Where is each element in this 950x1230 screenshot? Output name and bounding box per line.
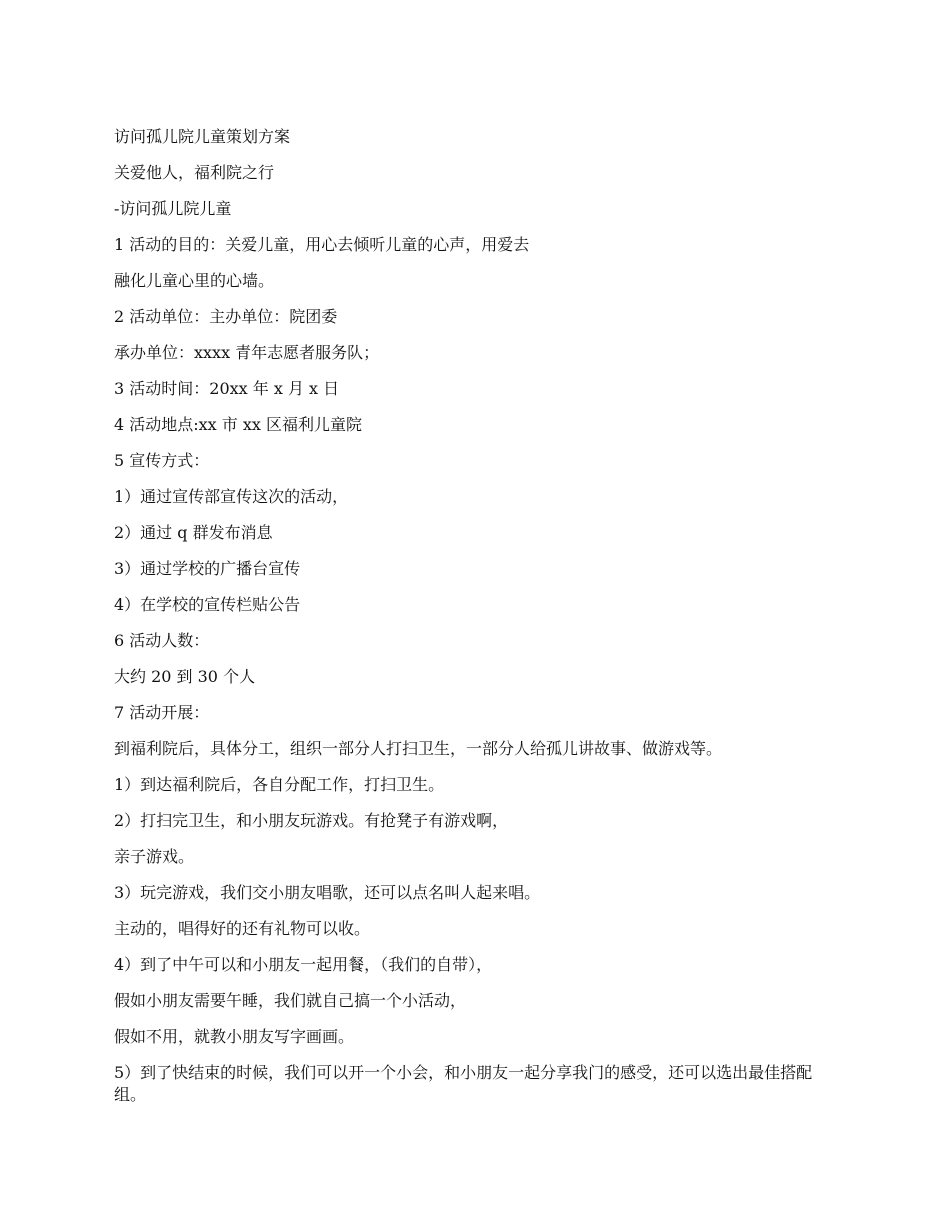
publicity-item: 2）通过 q 群发布消息 <box>114 523 273 542</box>
section-co-organizer: 承办单位：xxxx 青年志愿者服务队； <box>114 343 380 362</box>
section-purpose-continued: 融化儿童心里的心墙。 <box>114 271 275 290</box>
activities-overview: 到福利院后，具体分工，组织一部分人打扫卫生，一部分人给孤儿讲故事、做游戏等。 <box>114 739 723 758</box>
subtitle-secondary: -访问孤儿院儿童 <box>114 199 232 218</box>
subtitle: 关爱他人，福利院之行 <box>114 163 275 182</box>
section-purpose: 1 活动的目的：关爱儿童，用心去倾听儿童的心声，用爱去 <box>114 235 530 254</box>
section-publicity: 5 宣传方式： <box>114 451 210 470</box>
activity-item: 2）打扫完卫生，和小朋友玩游戏。有抢凳子有游戏啊， <box>114 811 509 830</box>
document-body <box>114 124 834 1106</box>
activity-item-continued: 假如不用，就教小朋友写字画画。 <box>114 1027 355 1046</box>
section-activities: 7 活动开展： <box>114 703 210 722</box>
activity-item: 5）到了快结束的时候，我们可以开一个小会，和小朋友一起分享我门的感受，还可以选出最佳搭配组。 <box>114 1063 813 1104</box>
activity-item-continued: 亲子游戏。 <box>114 847 195 866</box>
activity-item: 1）到达福利院后，各自分配工作，打扫卫生。 <box>114 775 445 794</box>
section-organizer: 2 活动单位：主办单位：院团委 <box>114 307 338 326</box>
activity-item-continued: 假如小朋友需要午睡，我们就自己搞一个小活动， <box>114 991 467 1010</box>
section-headcount: 6 活动人数： <box>114 631 210 650</box>
section-location: 4 活动地点:xx 市 xx 区福利儿童院 <box>114 415 363 434</box>
activity-item: 3）玩完游戏，我们交小朋友唱歌，还可以点名叫人起来唱。 <box>114 883 541 902</box>
section-time: 3 活动时间：20xx 年 x 月 x 日 <box>114 379 340 398</box>
publicity-item: 4）在学校的宣传栏贴公告 <box>114 595 301 614</box>
document-title: 访问孤儿院儿童策划方案 <box>114 127 291 146</box>
publicity-item: 1）通过宣传部宣传这次的活动， <box>114 487 349 506</box>
activity-item-continued: 主动的，唱得好的还有礼物可以收。 <box>114 919 371 938</box>
publicity-item: 3）通过学校的广播台宣传 <box>114 559 301 578</box>
headcount-value: 大约 20 到 30 个人 <box>114 667 256 686</box>
activity-item: 4）到了中午可以和小朋友一起用餐，（我们的自带）， <box>114 955 493 974</box>
